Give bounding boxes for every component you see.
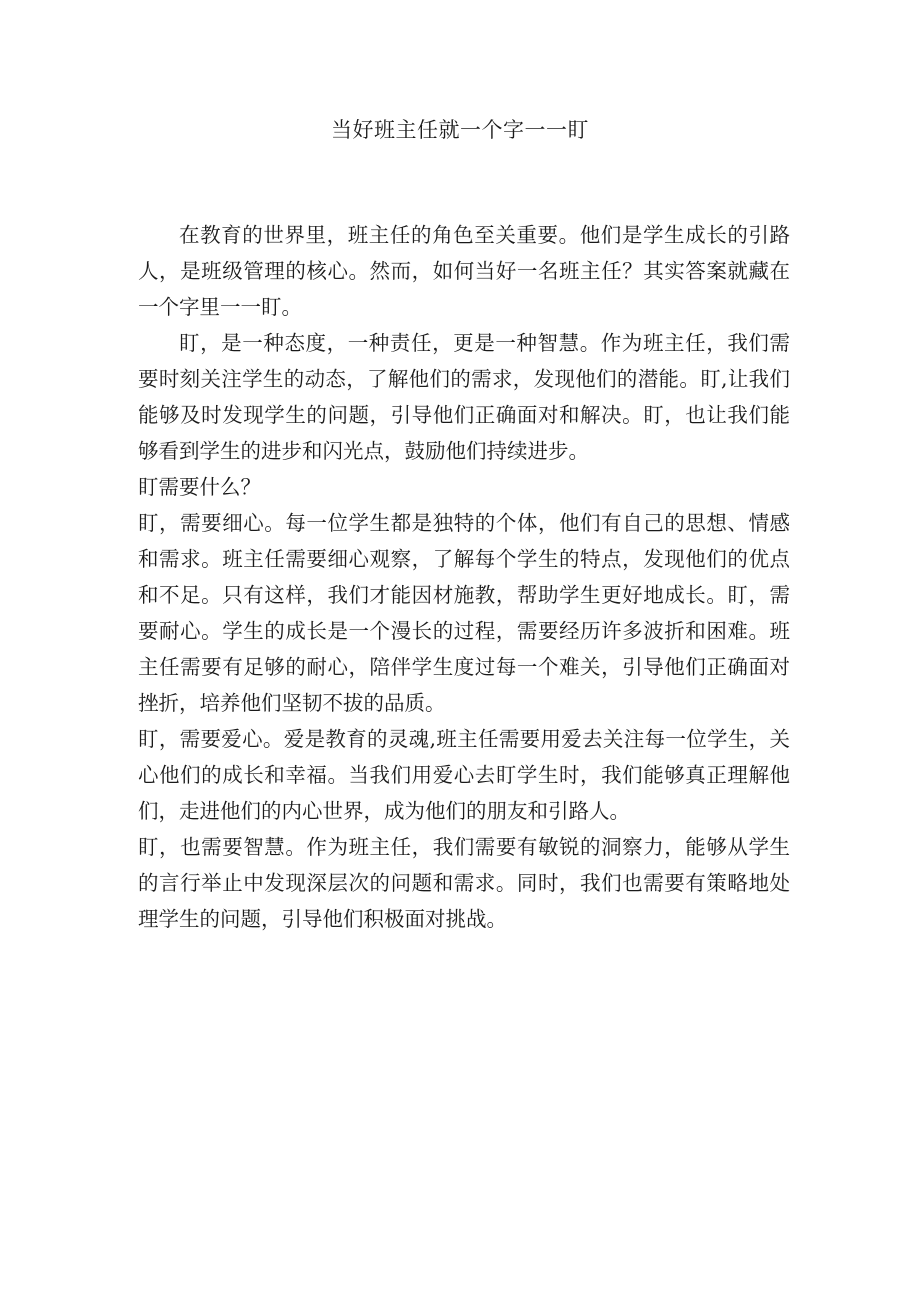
paragraph-definition: 盯，是一种态度，一种责任，更是一种智慧。作为班主任，我们需要时刻关注学生的动态，了解他们的需求，发现他们的潜能。盯,让我们能够及时发现学生的问题，引导他们正确面对和解决。盯，也让我们能够看到学生的进步和闪光点，鼓励他们持续进步。 — [138, 331, 790, 463]
paragraph-question: 盯需要什么？ — [138, 475, 261, 499]
paragraph-carefulness-patience: 盯，需要细心。每一位学生都是独特的个体，他们有自己的思想、情感和需求。班主任需要细心观察，了解每个学生的特点，发现他们的优点和不足。只有这样，我们才能因材施教，帮助学生更好地成长。盯，需要耐心。学生的成长是一个漫长的过程，需要经历许多波折和困难。班主任需要有足够的耐心，陪伴学生度过每一个难关，引导他们正确面对挫折，培养他们坚韧不拔的品质。 — [138, 511, 790, 715]
document-title: 当好班主任就一个字一一盯 — [331, 118, 589, 142]
document-body — [138, 217, 790, 937]
paragraph-love: 盯，需要爱心。爱是教育的灵魂,班主任需要用爱去关注每一位学生，关心他们的成长和幸福。当我们用爱心去盯学生时，我们能够真正理解他们，走进他们的内心世界，成为他们的朋友和引路人。 — [138, 727, 790, 823]
paragraph-wisdom: 盯，也需要智慧。作为班主任，我们需要有敏锐的洞察力，能够从学生的言行举止中发现深层次的问题和需求。同时，我们也需要有策略地处理学生的问题，引导他们积极面对挑战。 — [138, 835, 790, 931]
paragraph-intro: 在教育的世界里，班主任的角色至关重要。他们是学生成长的引路人，是班级管理的核心。然而，如何当好一名班主任？其实答案就藏在一个字里一一盯。 — [138, 223, 790, 319]
